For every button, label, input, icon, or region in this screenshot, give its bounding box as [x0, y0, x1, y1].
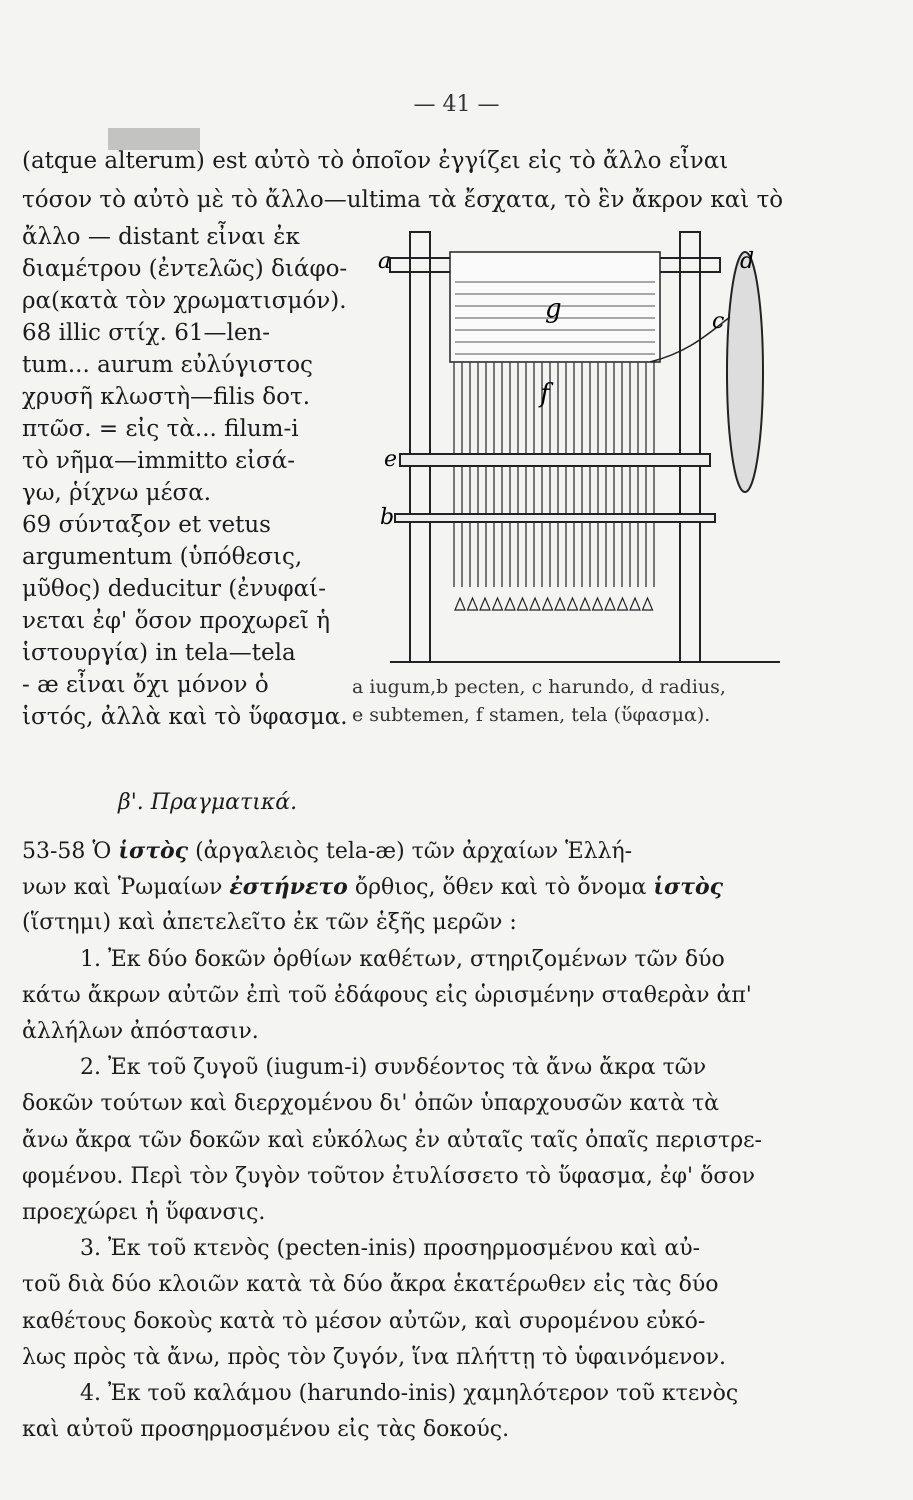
text-line: [22, 1053, 913, 1083]
text-line: argumentum (ὑπόθεσις,: [22, 544, 303, 570]
text-span: 53-58 Ὁ: [22, 839, 119, 864]
text-line: μῦθος) deducitur (ἐνυφαί-: [22, 576, 326, 602]
text-span: ἀλλήλων ἀπόστασιν.: [22, 1019, 259, 1044]
loom-weight: [480, 598, 490, 610]
text-line: τόσον τὸ αὐτὸ μὲ τὸ ἄλλο—ultima τὰ ἔσχατα, τὸ ἓν ἄκρον καὶ τὸ: [22, 187, 784, 213]
loom-weight: [530, 598, 540, 610]
loom-weight: [493, 598, 503, 610]
emphasized-term: ἱστὸς: [118, 838, 189, 864]
loom-weight: [555, 598, 565, 610]
loom-weight: [543, 598, 553, 610]
text-span: τοῦ διὰ δύο κλοιῶν κατὰ τὰ δύο ἄκρα ἑκατέρωθεν εἰς τὰς δύο: [22, 1272, 719, 1298]
text-line: νεται ἐφ' ὅσον προχωρεῖ ἡ: [22, 608, 330, 634]
loom-weight: [630, 598, 640, 610]
text-line: [22, 1162, 892, 1192]
text-line: [22, 1379, 913, 1409]
text-span: ἄνω ἄκρα τῶν δοκῶν καὶ εὐκόλως ἐν αὐταῖς ταῖς ὀπαῖς περιστρε-: [22, 1127, 762, 1153]
text-line: πτῶσ. = εἰς τὰ... filum-i: [22, 416, 299, 442]
text-line: [22, 836, 892, 867]
loom-weight: [468, 598, 478, 610]
text-line: (atque alterum) est αὐτὸ τὸ ὁποῖον ἐγγίζει εἰς τὸ ἄλλο εἶναι: [22, 148, 729, 174]
text-line: γω, ῥίχνω μέσα.: [22, 480, 212, 506]
text-span: ὄρθιος, ὅθεν καὶ τὸ ὄνομα: [347, 875, 654, 901]
text-span: 2. Ἐκ τοῦ ζυγοῦ (iugum-i) συνδέοντος τὰ ἄνω ἄκρα τῶν: [80, 1055, 707, 1081]
text-span: καὶ αὐτοῦ προσηρμοσμένου εἰς τὰς δοκούς.: [22, 1417, 510, 1443]
text-line: [22, 1307, 892, 1337]
text-span: καθέτους δοκοὺς κατὰ τὸ μέσον αὐτῶν, καὶ συρομένου εὐκό-: [22, 1308, 706, 1334]
figure-label-a: a: [378, 249, 392, 274]
text-line: 69 σύνταξον et vetus: [22, 512, 271, 538]
text-line: τὸ νῆμα—immitto εἰσά-: [22, 448, 296, 474]
text-line: [22, 1234, 913, 1264]
text-line: ρα(κατὰ τὸν χρωματισμόν).: [22, 288, 347, 314]
loom-weight: [568, 598, 578, 610]
loom-weight: [580, 598, 590, 610]
text-line: [22, 981, 892, 1011]
loom-weight: [643, 598, 653, 610]
text-line: ἱστός, ἀλλὰ καὶ τὸ ὕφασμα.: [22, 704, 348, 730]
text-line: διαμέτρου (ἐντελῶς) διάφο-: [22, 256, 348, 282]
text-line: [22, 1198, 892, 1228]
figure-label-g: g: [545, 294, 562, 324]
text-line: ἄλλο — distant εἶναι ἐκ: [22, 224, 300, 250]
emphasized-term: ἐστήνετο: [229, 874, 348, 901]
text-line: [22, 1017, 892, 1047]
text-span: (ἀργαλειὸς tela-æ) τῶν ἀρχαίων Ἑλλή-: [188, 839, 633, 864]
text-line: [22, 945, 913, 975]
loom-weight: [618, 598, 628, 610]
emphasized-term: ἱστὸς: [653, 874, 724, 901]
loom-weight: [455, 598, 465, 610]
figure-caption-line: e subtemen, f stamen, tela (ὕφασμα).: [352, 704, 711, 726]
text-line: [22, 1343, 892, 1373]
text-line: [22, 1270, 892, 1300]
text-line: tum... aurum εὐλύγιστος: [22, 352, 313, 378]
text-span: (ἵστημι) καὶ ἀπετελεῖτο ἐκ τῶν ἑξῆς μερῶν :: [22, 910, 517, 936]
loom-weight: [593, 598, 603, 610]
text-span: προεχώρει ἡ ὕφανσις.: [22, 1200, 266, 1225]
text-line: χρυσῆ κλωστὴ—filis δοτ.: [22, 384, 311, 410]
figure-label-e: e: [384, 447, 398, 472]
text-line: - æ εἶναι ὄχι μόνον ὁ: [22, 672, 269, 698]
text-span: δοκῶν τούτων καὶ διερχομένου δι' ὀπῶν ὑπαρχουσῶν κατὰ τὰ: [22, 1091, 719, 1117]
loom-weight: [505, 598, 515, 610]
figure-caption-line: a iugum,b pecten, c harundo, d radius,: [352, 676, 726, 698]
text-line: [22, 1415, 892, 1445]
text-line: [22, 908, 892, 938]
text-line: [22, 872, 892, 903]
section-heading: β'. Πραγματικά.: [118, 790, 298, 815]
text-span: φομένου. Περὶ τὸν ζυγὸν τοῦτον ἐτυλίσσετο τὸ ὕφασμα, ἐφ' ὅσον: [22, 1163, 755, 1189]
text-line: ἱστουργία) in tela—tela: [22, 640, 296, 666]
text-span: 4. Ἐκ τοῦ καλάμου (harundo-inis) χαμηλότερον τοῦ κτενὸς: [80, 1381, 739, 1406]
text-span: 1. Ἐκ δύο δοκῶν ὀρθίων καθέτων, στηριζομένων τῶν δύο: [80, 946, 725, 972]
loom-weight: [518, 598, 528, 610]
figure-label-c: c: [712, 309, 725, 334]
loom-illustration: [350, 222, 780, 692]
figure-label-f: f: [540, 379, 550, 409]
text-line: [22, 1126, 892, 1156]
text-span: νων καὶ Ῥωμαίων: [22, 875, 230, 901]
figure-label-b: b: [380, 505, 395, 530]
text-line: [22, 1089, 892, 1119]
text-span: κάτω ἄκρων αὐτῶν ἐπὶ τοῦ ἐδάφους εἰς ὡρισμένην σταθερὰν ἀπ': [22, 982, 752, 1008]
figure-label-d: d: [740, 249, 755, 274]
loom-weight: [605, 598, 615, 610]
page-number: — 41 —: [413, 92, 500, 117]
text-line: 68 illic στίχ. 61—len-: [22, 320, 271, 346]
text-span: 3. Ἐκ τοῦ κτενὸς (pecten-inis) προσηρμοσμένου καὶ αὐ-: [80, 1236, 701, 1262]
text-span: λως πρὸς τὰ ἄνω, πρὸς τὸν ζυγόν, ἵνα πλήττῃ τὸ ὑφαινόμενον.: [22, 1344, 727, 1370]
